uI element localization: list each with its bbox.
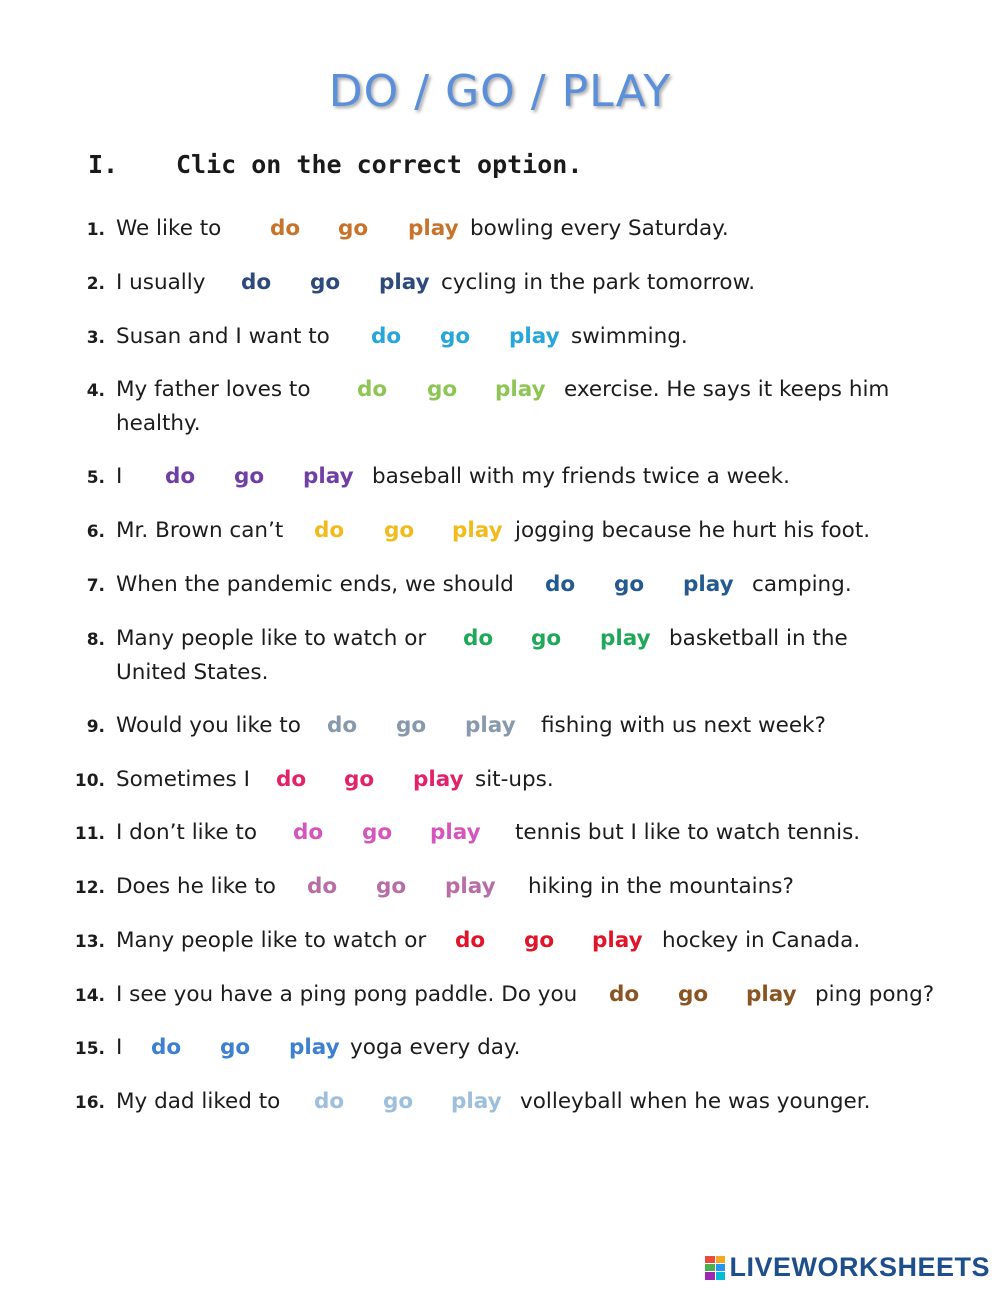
question-text-before: I usually [116,270,206,295]
option-go-button[interactable]: go [310,270,341,295]
option-play-button[interactable]: play [452,518,503,543]
question-text-after: basketball in the [669,626,848,651]
section-heading [88,150,582,179]
option-play-button[interactable]: play [430,820,481,845]
option-do-button[interactable]: do [455,928,486,953]
option-go-button[interactable]: go [614,572,645,597]
liveworksheets-logo [705,1252,990,1283]
question-text-after: swimming. [571,324,688,349]
option-do-button[interactable]: do [276,767,307,792]
option-play-button[interactable]: play [465,713,516,738]
option-go-button[interactable]: go [234,464,265,489]
option-do-button[interactable]: do [327,713,358,738]
question-number: 13. [74,932,105,952]
question-text-before: Susan and I want to [116,324,330,349]
question-text-before: Mr. Brown can’t [116,518,284,543]
question-text-before: Would you like to [116,713,301,738]
question-text-continued: healthy. [116,411,201,436]
option-go-button[interactable]: go [376,874,407,899]
question-number: 9. [86,717,105,737]
question-number: 4. [86,381,105,401]
option-play-button[interactable]: play [509,324,560,349]
question-number: 5. [86,468,105,488]
option-play-button[interactable]: play [495,377,546,402]
option-go-button[interactable]: go [220,1035,251,1060]
option-go-button[interactable]: go [678,982,709,1007]
question-text-before: Many people like to watch or [116,928,427,953]
option-do-button[interactable]: do [241,270,272,295]
question-text-after: camping. [752,572,852,597]
option-do-button[interactable]: do [314,518,345,543]
question-text-after: ping pong? [815,982,935,1007]
option-play-button[interactable]: play [289,1035,340,1060]
option-do-button[interactable]: do [463,626,494,651]
option-go-button[interactable]: go [362,820,393,845]
question-text-after: tennis but I like to watch tennis. [515,820,861,845]
option-play-button[interactable]: play [451,1089,502,1114]
option-go-button[interactable]: go [427,377,458,402]
option-do-button[interactable]: do [371,324,402,349]
logo-icon [705,1256,725,1280]
option-play-button[interactable]: play [683,572,734,597]
question-text-after: fishing with us next week? [541,713,826,738]
question-number: 8. [86,630,105,650]
option-go-button[interactable]: go [531,626,562,651]
question-number: 10. [74,771,105,791]
question-number: 3. [86,328,105,348]
logo-square [705,1264,715,1271]
option-play-button[interactable]: play [746,982,797,1007]
question-text-after: exercise. He says it keeps him [564,377,890,402]
option-play-button[interactable]: play [413,767,464,792]
option-do-button[interactable]: do [307,874,338,899]
option-play-button[interactable]: play [600,626,651,651]
option-go-button[interactable]: go [383,1089,414,1114]
option-go-button[interactable]: go [524,928,555,953]
question-text-before: I don’t like to [116,820,257,845]
logo-square [716,1256,726,1263]
question-text-after: jogging because he hurt his foot. [515,518,871,543]
question-text-after: hiking in the mountains? [528,874,794,899]
section-instruction: Clic on the correct option. [176,150,583,179]
question-text-before: I [116,1035,123,1060]
option-go-button[interactable]: go [396,713,427,738]
question-text-before: Many people like to watch or [116,626,427,651]
question-number: 16. [74,1093,105,1113]
logo-square [705,1256,715,1263]
section-number: I. [88,150,119,179]
option-play-button[interactable]: play [445,874,496,899]
option-play-button[interactable]: play [379,270,430,295]
question-text-after: sit-ups. [475,767,554,792]
question-number: 7. [86,576,105,596]
option-do-button[interactable]: do [357,377,388,402]
question-text-before: When the pandemic ends, we should [116,572,514,597]
question-number: 12. [74,878,105,898]
logo-square [705,1272,715,1279]
question-text-after: yoga every day. [350,1035,521,1060]
question-text-continued: United States. [116,660,269,685]
option-go-button[interactable]: go [344,767,375,792]
question-text-before: Does he like to [116,874,276,899]
question-number: 11. [74,824,105,844]
option-do-button[interactable]: do [165,464,196,489]
option-go-button[interactable]: go [384,518,415,543]
option-do-button[interactable]: do [151,1035,182,1060]
question-text-before: I see you have a ping pong paddle. Do you [116,982,578,1007]
option-play-button[interactable]: play [303,464,354,489]
option-play-button[interactable]: play [408,216,459,241]
question-number: 2. [86,274,105,294]
question-text-before: I [116,464,123,489]
question-number: 15. [74,1039,105,1059]
question-text-before: Sometimes I [116,767,250,792]
question-text-before: We like to [116,216,222,241]
option-do-button[interactable]: do [609,982,640,1007]
question-text-before: My father loves to [116,377,311,402]
question-text-after: bowling every Saturday. [470,216,729,241]
logo-square [716,1264,726,1271]
logo-square [716,1272,726,1279]
logo-text: LIVEWORKSHEETS [729,1252,990,1282]
option-do-button[interactable]: do [270,216,301,241]
option-go-button[interactable]: go [338,216,369,241]
question-text-before: My dad liked to [116,1089,281,1114]
option-do-button[interactable]: do [314,1089,345,1114]
question-number: 6. [86,522,105,542]
option-play-button[interactable]: play [592,928,643,953]
page-title: DO / GO / PLAY [328,66,672,117]
option-do-button[interactable]: do [545,572,576,597]
question-text-after: baseball with my friends twice a week. [372,464,790,489]
option-go-button[interactable]: go [440,324,471,349]
option-do-button[interactable]: do [293,820,324,845]
question-text-after: volleyball when he was younger. [520,1089,871,1114]
question-number: 1. [86,220,105,240]
question-text-after: hockey in Canada. [662,928,861,953]
question-number: 14. [74,986,105,1006]
question-text-after: cycling in the park tomorrow. [441,270,756,295]
